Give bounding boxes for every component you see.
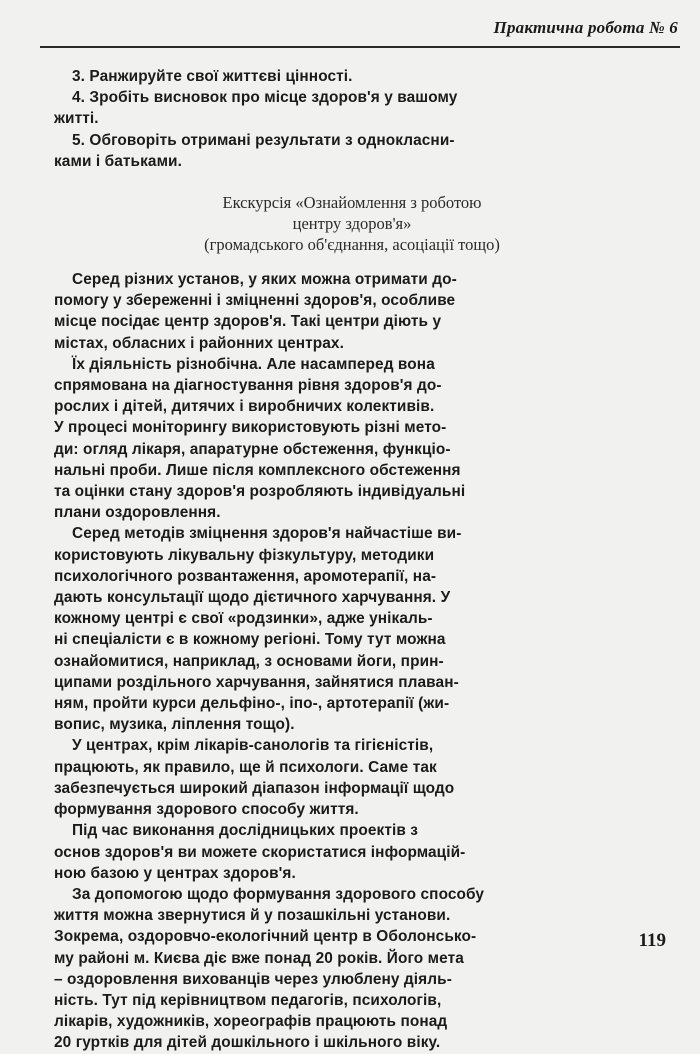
paragraph-line: життя можна звернутися й у позашкільні установи. [54,907,451,925]
heading-line-3: (громадського об'єднання, асоціації тощо) [204,235,500,255]
paragraph-line: забезпечується широкий діапазон інформації щодо [54,779,455,797]
paragraph-line: ність. Тут під керівництвом педагогів, психологів, [54,991,442,1009]
paragraph-line: ною базою у центрах здоров'я. [54,864,296,882]
paragraph-line: користовують лікувальну фізкультуру, методики [54,546,435,564]
paragraph-line: основ здоров'я ви можете скористатися інформацій- [54,843,466,861]
paragraph-line: формування здорового способу життя. [54,801,359,819]
page-number: 119 [638,930,666,951]
list-item-5-cont: ками і батьками. [54,152,182,170]
paragraph-line: ням, пройти курси дельфіно-, іпо-, артотерапії (жи- [54,695,450,713]
running-header-title: Практична робота № 6 [493,18,678,37]
paragraph-line: За допомогою щодо формування здорового способу [72,885,485,903]
body-text [54,269,632,1054]
paragraph-line: У центрах, крім лікарів-санологів та гігієністів, [72,737,434,755]
paragraph-line: працюють, як правило, ще й психологи. Саме так [54,758,437,776]
list-item-4-cont: житті. [54,110,99,128]
paragraph [54,735,632,820]
list-item-5: 5. Обговоріть отримані результати з однокласни- [72,131,455,149]
paragraph-line: містах, обласних і районних центрах. [54,334,344,352]
paragraph-line: ознайомитися, наприклад, з основами йоги, прин- [54,652,444,670]
paragraph-line: спрямована на діагностування рівня здоров'я до- [54,377,442,395]
list-item-4: 4. Зробіть висновок про місце здоров'я у вашому [72,89,458,107]
paragraph [54,523,632,735]
paragraph [54,820,632,884]
paragraph-line: вопис, музика, ліплення тощо). [54,716,295,734]
paragraph-line: кожному центрі є свої «родзинки», адже унікаль- [54,610,433,628]
paragraph [54,884,632,1054]
paragraph [54,354,632,524]
paragraph-line: Під час виконання дослідницьких проектів з [72,822,419,840]
header-rule [40,46,680,48]
paragraph-line: плани оздоровлення. [54,504,221,522]
paragraph-line: Їх діяльність різнобічна. Але насамперед вона [72,355,435,373]
paragraph-line: та оцінки стану здоров'я розробляють індивідуальні [54,483,466,501]
excursion-heading [72,192,632,255]
paragraph-line: рослих і дітей, дитячих і виробничих колективів. [54,398,435,416]
paragraph-line: ди: огляд лікаря, апаратурне обстеження, функціо- [54,440,451,458]
paragraph-line: місце посідає центр здоров'я. Такі центри діють у [54,313,442,331]
paragraph-line: дають консультації щодо дієтичного харчування. У [54,589,451,607]
paragraph-line: психологічного розвантаження, аромотерапії, на- [54,567,437,585]
heading-line-1: Екскурсія «Ознайомлення з роботою [222,193,482,213]
paragraph-line: лікарів, художників, хореографів працюють понад [54,1013,448,1031]
paragraph-line: му районі м. Києва діє вже понад 20 років. Його мета [54,949,464,967]
paragraph-line: нальні проби. Лише після комплексного обстеження [54,461,461,479]
paragraph [54,269,632,354]
paragraph-line: Зокрема, оздоровчо-екологічний центр в Оболонсько- [54,928,477,946]
paragraph-line: помогу у збереженні і зміцненні здоров'я, особливе [54,292,456,310]
paragraph-line: ні спеціалісти є в кожному регіоні. Тому тут можна [54,631,446,649]
task-list [54,66,632,172]
paragraph-line: Серед різних установ, у яких можна отримати до- [72,271,457,289]
paragraph-line: 20 гуртків для дітей дошкільного і шкільного віку. [54,1034,441,1052]
page-body [54,66,632,1054]
paragraph-line: У процесі моніторингу використовують різні мето- [54,419,447,437]
paragraph-line: Серед методів зміцнення здоров'я найчастіше ви- [72,525,462,543]
list-item-3: 3. Ранжируйте свої життєві цінності. [72,68,353,85]
paragraph-line: ципами роздільного харчування, зайнятися плаван- [54,673,459,691]
paragraph-line: – оздоровлення вихованців через улюблену діяль- [54,970,452,988]
heading-line-2: центру здоров'я» [292,214,412,234]
